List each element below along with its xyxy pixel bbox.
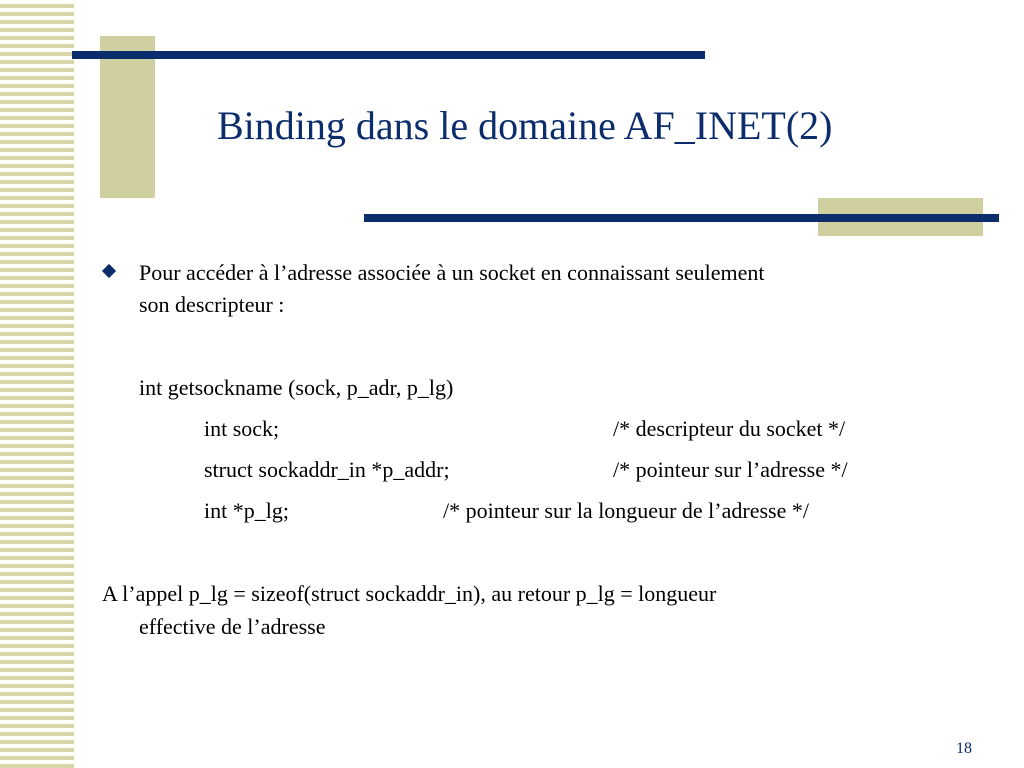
bullet-text-line-2: son descripteur : — [139, 292, 285, 317]
param-comment-lg: /* pointeur sur la longueur de l’adresse */ — [443, 498, 809, 523]
bullet-text-line-1: Pour accéder à l’adresse associée à un socket en connaissant seulement — [139, 260, 765, 285]
diamond-bullet-icon — [102, 264, 116, 278]
param-comment-addr: /* pointeur sur l’adresse */ — [613, 457, 848, 482]
note-line-1: A l’appel p_lg = sizeof(struct sockaddr_in), au retour p_lg = longueur — [102, 581, 717, 606]
param-comment-sock: /* descripteur du socket */ — [613, 416, 846, 441]
param-decl-sock: int sock; — [204, 416, 280, 441]
top-deco-block — [100, 36, 155, 198]
title-underline — [364, 214, 999, 222]
slide-title: Binding dans le domaine AF_INET(2) — [217, 103, 833, 148]
note-line-2: effective de l’adresse — [139, 614, 326, 639]
param-decl-addr: struct sockaddr_in *p_addr; — [204, 457, 450, 482]
function-signature: int getsockname (sock, p_adr, p_lg) — [139, 375, 454, 400]
left-stripe-decoration — [0, 0, 74, 768]
page-number: 18 — [956, 740, 972, 757]
top-deco-line — [72, 51, 705, 59]
param-decl-lg: int *p_lg; — [204, 498, 289, 523]
